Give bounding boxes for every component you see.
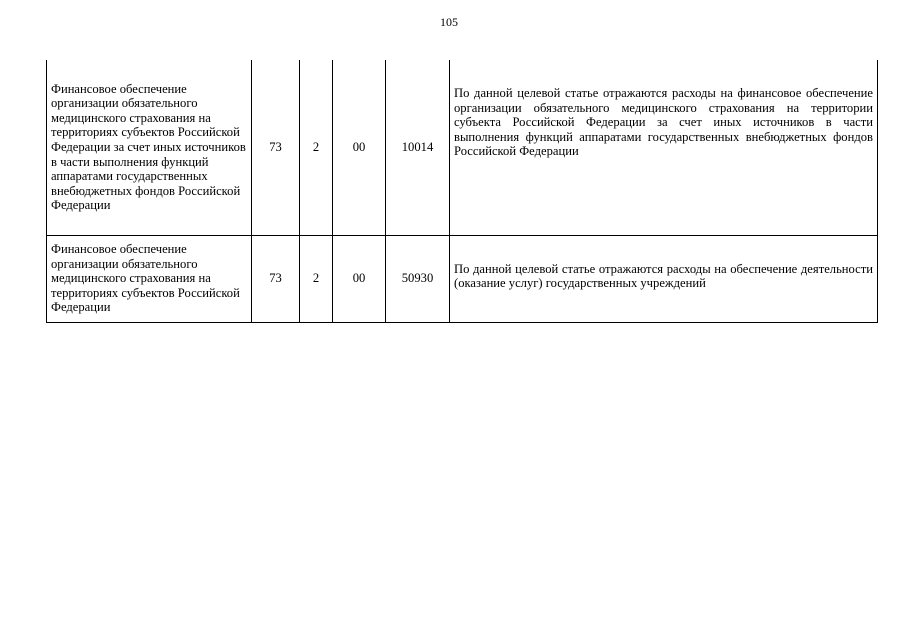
direction-code: 50930 [386,235,450,322]
target-item-name: Финансовое обеспечение организации обязательного медицинского страхования на территориях субъектов Российской Федерации за счет иных источников в части выполнения функций аппаратами государственных внебюджетных фондов Российской Федерации [47,60,252,235]
direction-code: 10014 [386,60,450,235]
description-text: По данной целевой статье отражаются расходы на финансовое обеспечение организации обязательного медицинского страхования на территории субъекта Российской Федерации за счет иных источников в части выполнения функций аппаратами государственных внебюджетных фондов Российской Федерации [454,86,873,159]
program-code: 73 [252,60,300,235]
table-row [47,60,878,235]
target-item-description [450,60,878,235]
page-number: 105 [440,15,458,29]
target-item-name: Финансовое обеспечение организации обязательного медицинского страхования на территориях субъектов Российской Федерации [47,235,252,322]
table-row [47,235,878,322]
budget-classification-table [46,60,878,323]
subprogram-code: 2 [300,60,333,235]
description-text: По данной целевой статье отражаются расходы на обеспечение деятельности (оказание услуг) государственных учреждений [454,261,873,291]
program-code: 73 [252,235,300,322]
main-activity-code: 00 [333,60,386,235]
main-activity-code: 00 [333,235,386,322]
target-item-description [450,235,878,322]
subprogram-code: 2 [300,235,333,322]
